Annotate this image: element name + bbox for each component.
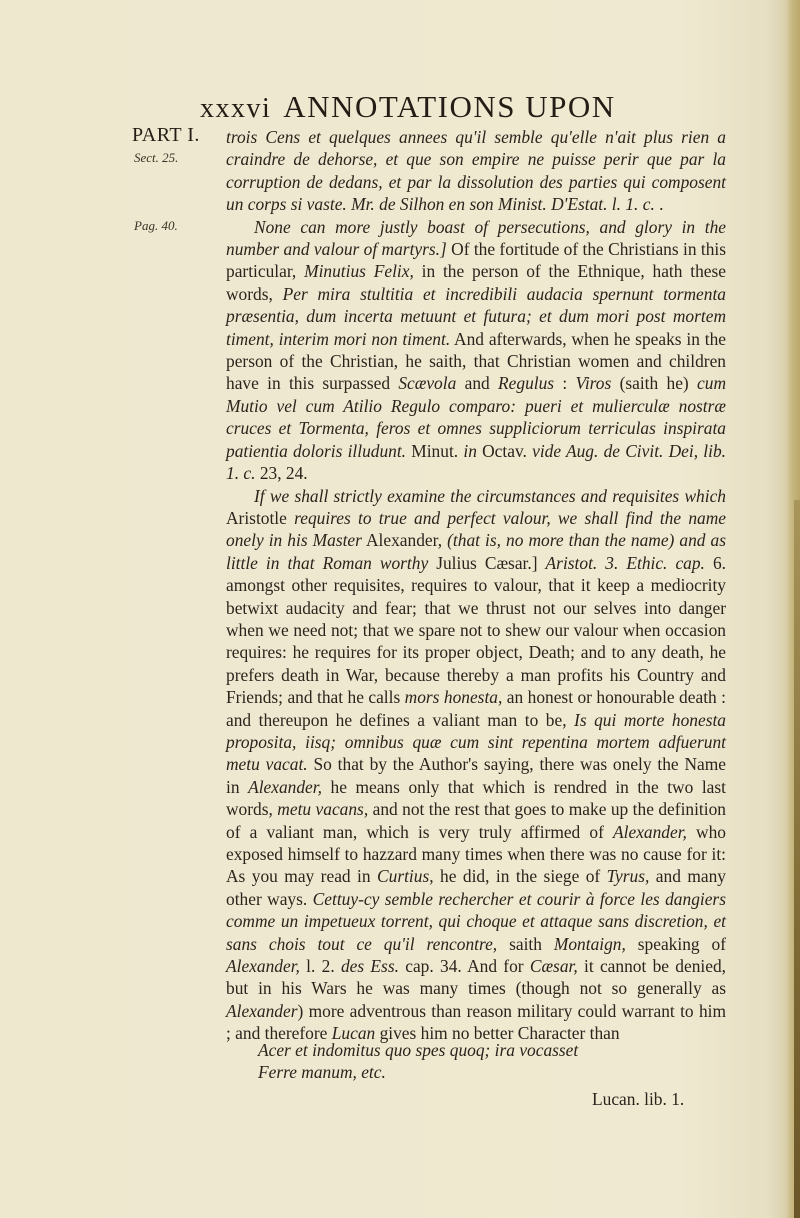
verse-attribution: Lucan. lib. 1.	[592, 1089, 685, 1109]
margin-part-label: PART I.	[132, 124, 200, 146]
running-header	[200, 89, 680, 125]
paragraph-martyrs: None can more justly boast of persecutions, and glory in the number and valour of martyrs.] Of the fortitude of the Christians in this particular, Minutius Felix, in the person of the Ethnique, hath these words, Per mira stultitia et incredibili audacia spernunt tormenta præsentia, dum incerta metuunt et futura; et dum mori post mortem timent, interim mori non timent. And afterwards, when he speaks in the person of the Christian, he saith, that Christian women and children have in this surpassed Scævola and Regulus : Viros (saith he) cum Mutio vel cum Atilio Regulo comparo: pueri et mulierculæ nostræ cruces et Tormenta, feros et omnes suppliciorum terriculas inspirata patientia doloris illudunt. Minut. in Octav. vide Aug. de Civit. Dei, lib. 1. c. 23, 24.	[226, 216, 727, 484]
page-number: xxxvi	[200, 93, 272, 124]
verse-line: Ferre manum, etc.	[258, 1062, 386, 1082]
paragraph-valour: If we shall strictly examine the circumstances and requisites which Aristotle requires to true and perfect valour, we shall find the name onely in his Master Alexander, (that is, no more than the name) and as little in that Roman worthy Julius Cæsar.] Aristot. 3. Ethic. cap. 6. amongst other requisites, requires to valour, that it keep a mediocrity betwixt audacity and fear; that we thrust not our selves into danger when we need not; that we spare not to shew our valour when occasion requires: he requires for its proper object, Death; and to any death, he prefers death in War, because thereby a man profits his Country and Friends; and that he calls mors honesta, an honest or honourable death : and thereupon he defines a valiant man to be, Is qui morte honesta proposita, iisq; omnibus quæ cum sint repentina mortem adfuerunt metu vacat. So that by the Author's saying, there was onely the Name in Alexander, he means only that which is rendred in the two last words, metu vacans, and not the rest that goes to make up the definition of a valiant man, which is very truly affirmed of Alexander, who exposed himself to hazzard many times when there was no cause for it: As you may read in Curtius, he did, in the siege of Tyrus, and many other ways. Cettuy-cy semble rechercher et courir à force les dangiers comme un impetueux torrent, qui choque et attaque sans discretion, et sans chois tout ce qu'il rencontre, saith Montaign, speaking of Alexander, l. 2. des Ess. cap. 34. And for Cæsar, it cannot be denied, but in his Wars he was many times (though not so generally as Alexander) more adventrous than reason military could warrant to him ; and therefore Lucan gives him no better Character than	[226, 485, 727, 1044]
verse-line: Acer et indomitus quo spes quoq; ira vocasset	[258, 1040, 579, 1060]
page-edge-shadow	[794, 500, 800, 1218]
paragraph-continuation: trois Cens et quelques annees qu'il semble qu'elle n'ait plus rien a craindre de dehorse, et que son empire ne puisse perir que par la corruption de dedans, et par la dissolution des parties qui composent un corps si vaste. Mr. de Silhon en son Minist. D'Estat. l. 1. c. .	[226, 127, 726, 215]
verse-quotation	[258, 1039, 718, 1083]
body-text	[226, 126, 726, 1045]
margin-page-note: Pag. 40.	[134, 218, 178, 233]
page-title: ANNOTATIONS UPON	[283, 89, 616, 124]
margin-section-note: Sect. 25.	[134, 150, 179, 165]
